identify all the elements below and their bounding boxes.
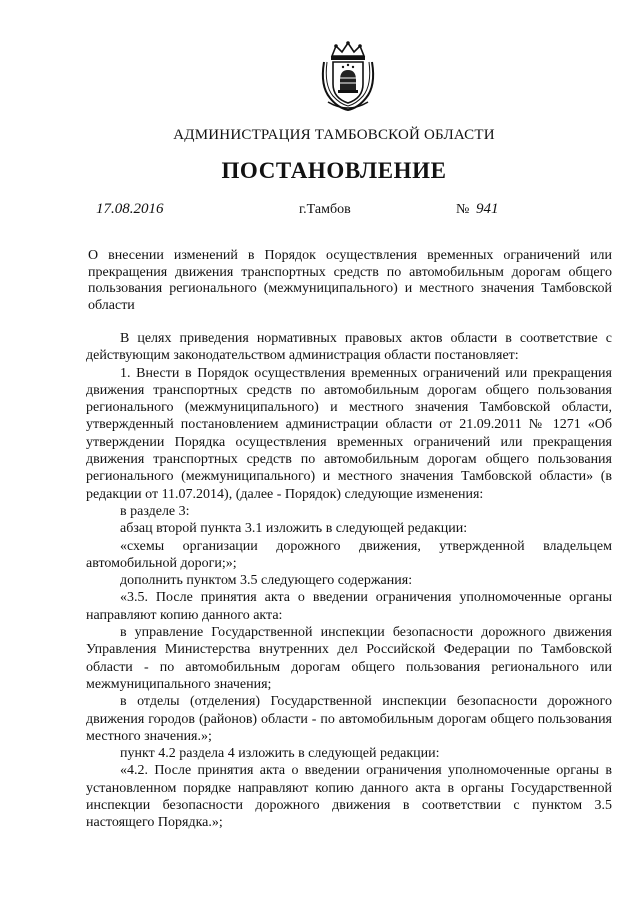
body-paragraph-item-1: 1. Внести в Порядок осуществления временных ограничений или прекращения движения транспортных средств по автомобильным дорогам общего пользования регионального (межмуниципального) и местного значения Тамбовской области, утвержденный постановлением администрации области от 21.09.2011 № 1271 «Об утверждении Порядка осуществления временных ограничений или прекращения движения транспортных средств по автомобильным дорогам общего пользования регионального (межмуниципального) и местного значения Тамбовской области» (в редакции от 11.07.2014), (далее - Порядок) следующие изменения:: [86, 365, 612, 502]
body-paragraph: пункт 4.2 раздела 4 изложить в следующей редакции:: [120, 746, 440, 762]
document-date: 17.08.2016: [96, 201, 164, 217]
body-paragraph: в управление Государственной инспекции безопасности дорожного движения Управления Министерства внутренних дел Российской Федерации по Тамбовской области - по автомобильным дорогам общего пользования регионального или межмуниципального значения;: [86, 625, 612, 692]
document-number-label: №: [456, 202, 470, 217]
body-paragraph: «схемы организации дорожного движения, утвержденной владельцем автомобильной дороги;»;: [86, 538, 612, 571]
body-paragraph: дополнить пунктом 3.5 следующего содержания:: [120, 573, 413, 589]
document-city: г.Тамбов: [299, 202, 351, 217]
body-paragraph: «4.2. После принятия акта о введении ограничения уполномоченные органы в установленном порядке направляют копию данного акта в органы Государственной инспекции безопасности дорожного движения в соответствии с пунктом 3.5 настоящего Порядка.»;: [86, 763, 612, 831]
organization-name: АДМИНИСТРАЦИЯ ТАМБОВСКОЙ ОБЛАСТИ: [173, 127, 495, 143]
document-meta-row: [0, 200, 640, 222]
document-subject: О внесении изменений в Порядок осуществления временных ограничений или прекращения движения транспортных средств по автомобильным дорогам общего пользования регионального (межмуниципального) и местного значения Тамбовской области: [88, 248, 612, 313]
tambov-coat-of-arms-icon: [318, 40, 378, 112]
document-type-title: ПОСТАНОВЛЕНИЕ: [221, 158, 447, 183]
body-paragraph-preamble: В целях приведения нормативных правовых актов области в соответствие с действующим законодательством администрация области постановляет:: [86, 331, 612, 364]
body-paragraph: в отделы (отделения) Государственной инспекции безопасности дорожного движения городов (районов) области - по автомобильным дорогам общего пользования местного значения.»;: [86, 694, 612, 744]
document-number: 941: [476, 201, 499, 217]
body-paragraph: в разделе 3:: [120, 503, 190, 519]
document-body: [86, 330, 612, 832]
body-paragraph: «3.5. После принятия акта о введении ограничения уполномоченные органы направляют копию данного акта:: [86, 590, 612, 623]
body-paragraph: абзац второй пункта 3.1 изложить в следующей редакции:: [120, 521, 468, 537]
